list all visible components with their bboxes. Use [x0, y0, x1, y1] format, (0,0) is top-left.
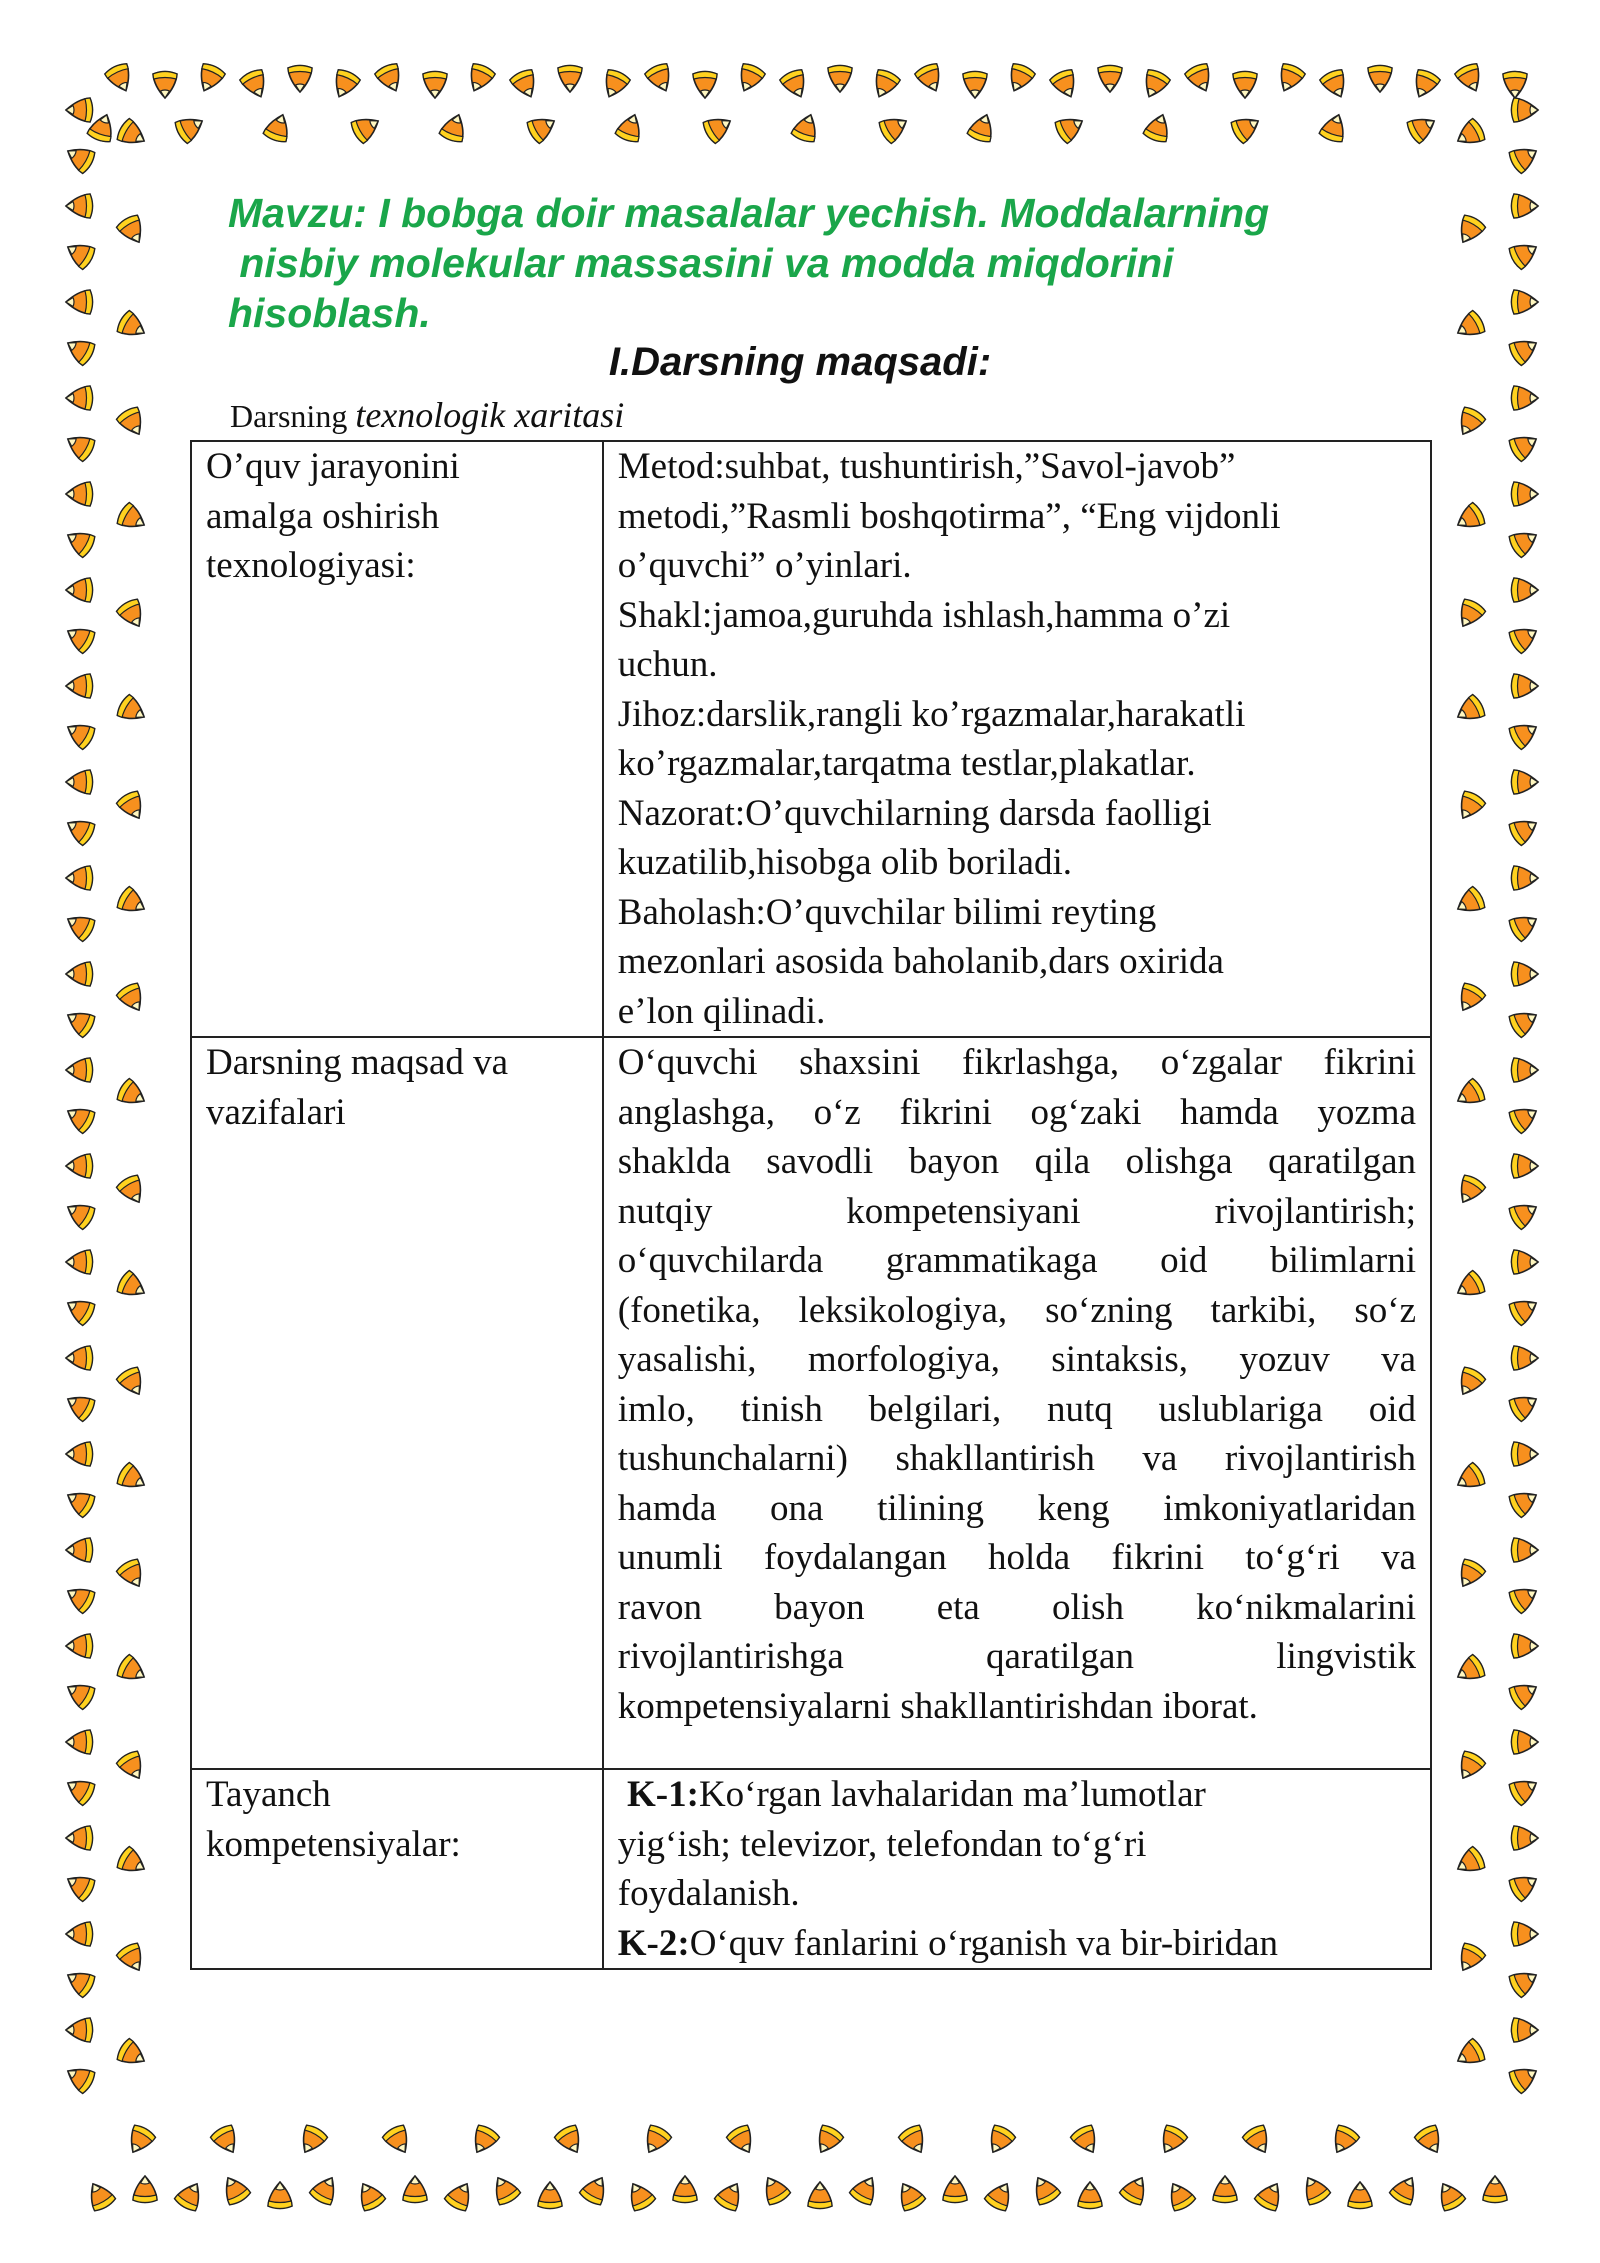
content-line: kuzatilib,hisobga olib boriladi. [617, 842, 1072, 883]
row-content-cell [603, 1037, 1431, 1769]
row-label-cell [191, 1037, 603, 1769]
section-heading: I.Darsning maqsadi: [608, 340, 992, 384]
table-row [191, 1769, 1431, 1969]
content-line: Jihoz:darslik,rangli ko’rgazmalar,harakatli [617, 693, 1246, 735]
row-content-cell [603, 1769, 1431, 1969]
content-line: o’quvchi” o’yinlari. [617, 545, 912, 586]
content-line: Metod:suhbat, tushuntirish,”Savol-javob” [617, 446, 1236, 487]
content-line: shaklda savodli bayon qila olishga qaratilgan [617, 1141, 1416, 1182]
label-line: Darsning maqsad va [206, 1042, 509, 1083]
content-line: ko’rgazmalar,tarqatma testlar,plakatlar. [617, 743, 1196, 784]
content-line: mezonlari asosida baholanib,dars oxirida [617, 941, 1224, 982]
row-label-cell [191, 441, 603, 1037]
caption-plain: Darsning [230, 398, 356, 434]
content-line: nutqiy kompetensiyani rivojlantirish; [617, 1190, 1416, 1232]
label-line: Tayanch [206, 1774, 331, 1815]
content-line: yasalishi, morfologiya, sintaksis, yozuv va [617, 1339, 1416, 1380]
content-line: Shakl:jamoa,guruhda ishlash,hamma o’zi [617, 594, 1231, 636]
content-line: unumli foydalangan holda fikrini to‘g‘ri va [617, 1537, 1416, 1578]
title-line-1: Mavzu: I bobga doir masalalar yechish. Moddalarning [228, 190, 1270, 236]
content-line: metodi,”Rasmli boshqotirma”, “Eng vijdonli [617, 495, 1281, 537]
row-label-cell [191, 1769, 603, 1969]
content-line: e’lon qilinadi. [617, 990, 826, 1032]
technology-map-table [190, 440, 1432, 1970]
k2-label: K-2: [617, 1922, 690, 1964]
label-line: kompetensiyalar: [206, 1823, 461, 1865]
content-line: O‘quvchi shaxsini fikrlashga, o‘zgalar fikrini [617, 1042, 1416, 1083]
title-line-3: hisoblash. [228, 290, 431, 336]
content-line: anglashga, o‘z fikrini og‘zaki hamda yozma [617, 1091, 1416, 1133]
competency-k1 [618, 1770, 1416, 1820]
label-line: texnologiyasi: [206, 545, 416, 586]
content-line: Baholash:O’quvchilar bilimi reyting [617, 891, 1157, 933]
content-line: kompetensiyalarni shakllantirishdan iborat. [617, 1685, 1258, 1727]
content-line: o‘quvchilarda grammatikaga oid bilimlarni [617, 1240, 1416, 1281]
content-line: uchun. [617, 644, 718, 685]
content-line: imlo, tinish belgilari, nutq uslublariga oid [617, 1388, 1416, 1430]
content-line: rivojlantirishga qaratilgan lingvistik [617, 1636, 1416, 1677]
table-caption [230, 394, 624, 436]
title-line-2: nisbiy molekular massasini va modda miqdorini [228, 240, 1174, 286]
content-line: yig‘ish; televizor, telefondan to‘g‘ri [617, 1823, 1147, 1865]
content-line: hamda ona tilining keng imkoniyatlaridan [617, 1487, 1416, 1529]
content-line: ravon bayon eta olish ko‘nikmalarini [617, 1586, 1416, 1628]
label-line: amalga oshirish [206, 495, 440, 537]
caption-italic: texnologik xaritasi [355, 395, 625, 435]
competency-k2 [618, 1919, 1416, 1969]
k1-label: K-1: [627, 1774, 699, 1815]
content-line: Nazorat:O’quvchilarning darsda faolligi [617, 792, 1212, 834]
table-row [191, 1037, 1431, 1769]
row-content-cell [603, 441, 1431, 1037]
content-line: (fonetika, leksikologiya, so‘zning tarkibi, so‘z [617, 1289, 1416, 1331]
table-row [191, 441, 1431, 1037]
lesson-topic-title [228, 188, 1428, 338]
label-line: O’quv jarayonini [206, 446, 460, 487]
k2-text: O‘quv fanlarini o‘rganish va bir-biridan [689, 1922, 1279, 1964]
k1-text: Ko‘rgan lavhalaridan ma’lumotlar [698, 1774, 1206, 1815]
label-line: vazifalari [206, 1091, 346, 1133]
content-line: tushunchalarni) shakllantirish va rivojlantirish [617, 1438, 1416, 1479]
content-line: foydalanish. [617, 1873, 800, 1914]
